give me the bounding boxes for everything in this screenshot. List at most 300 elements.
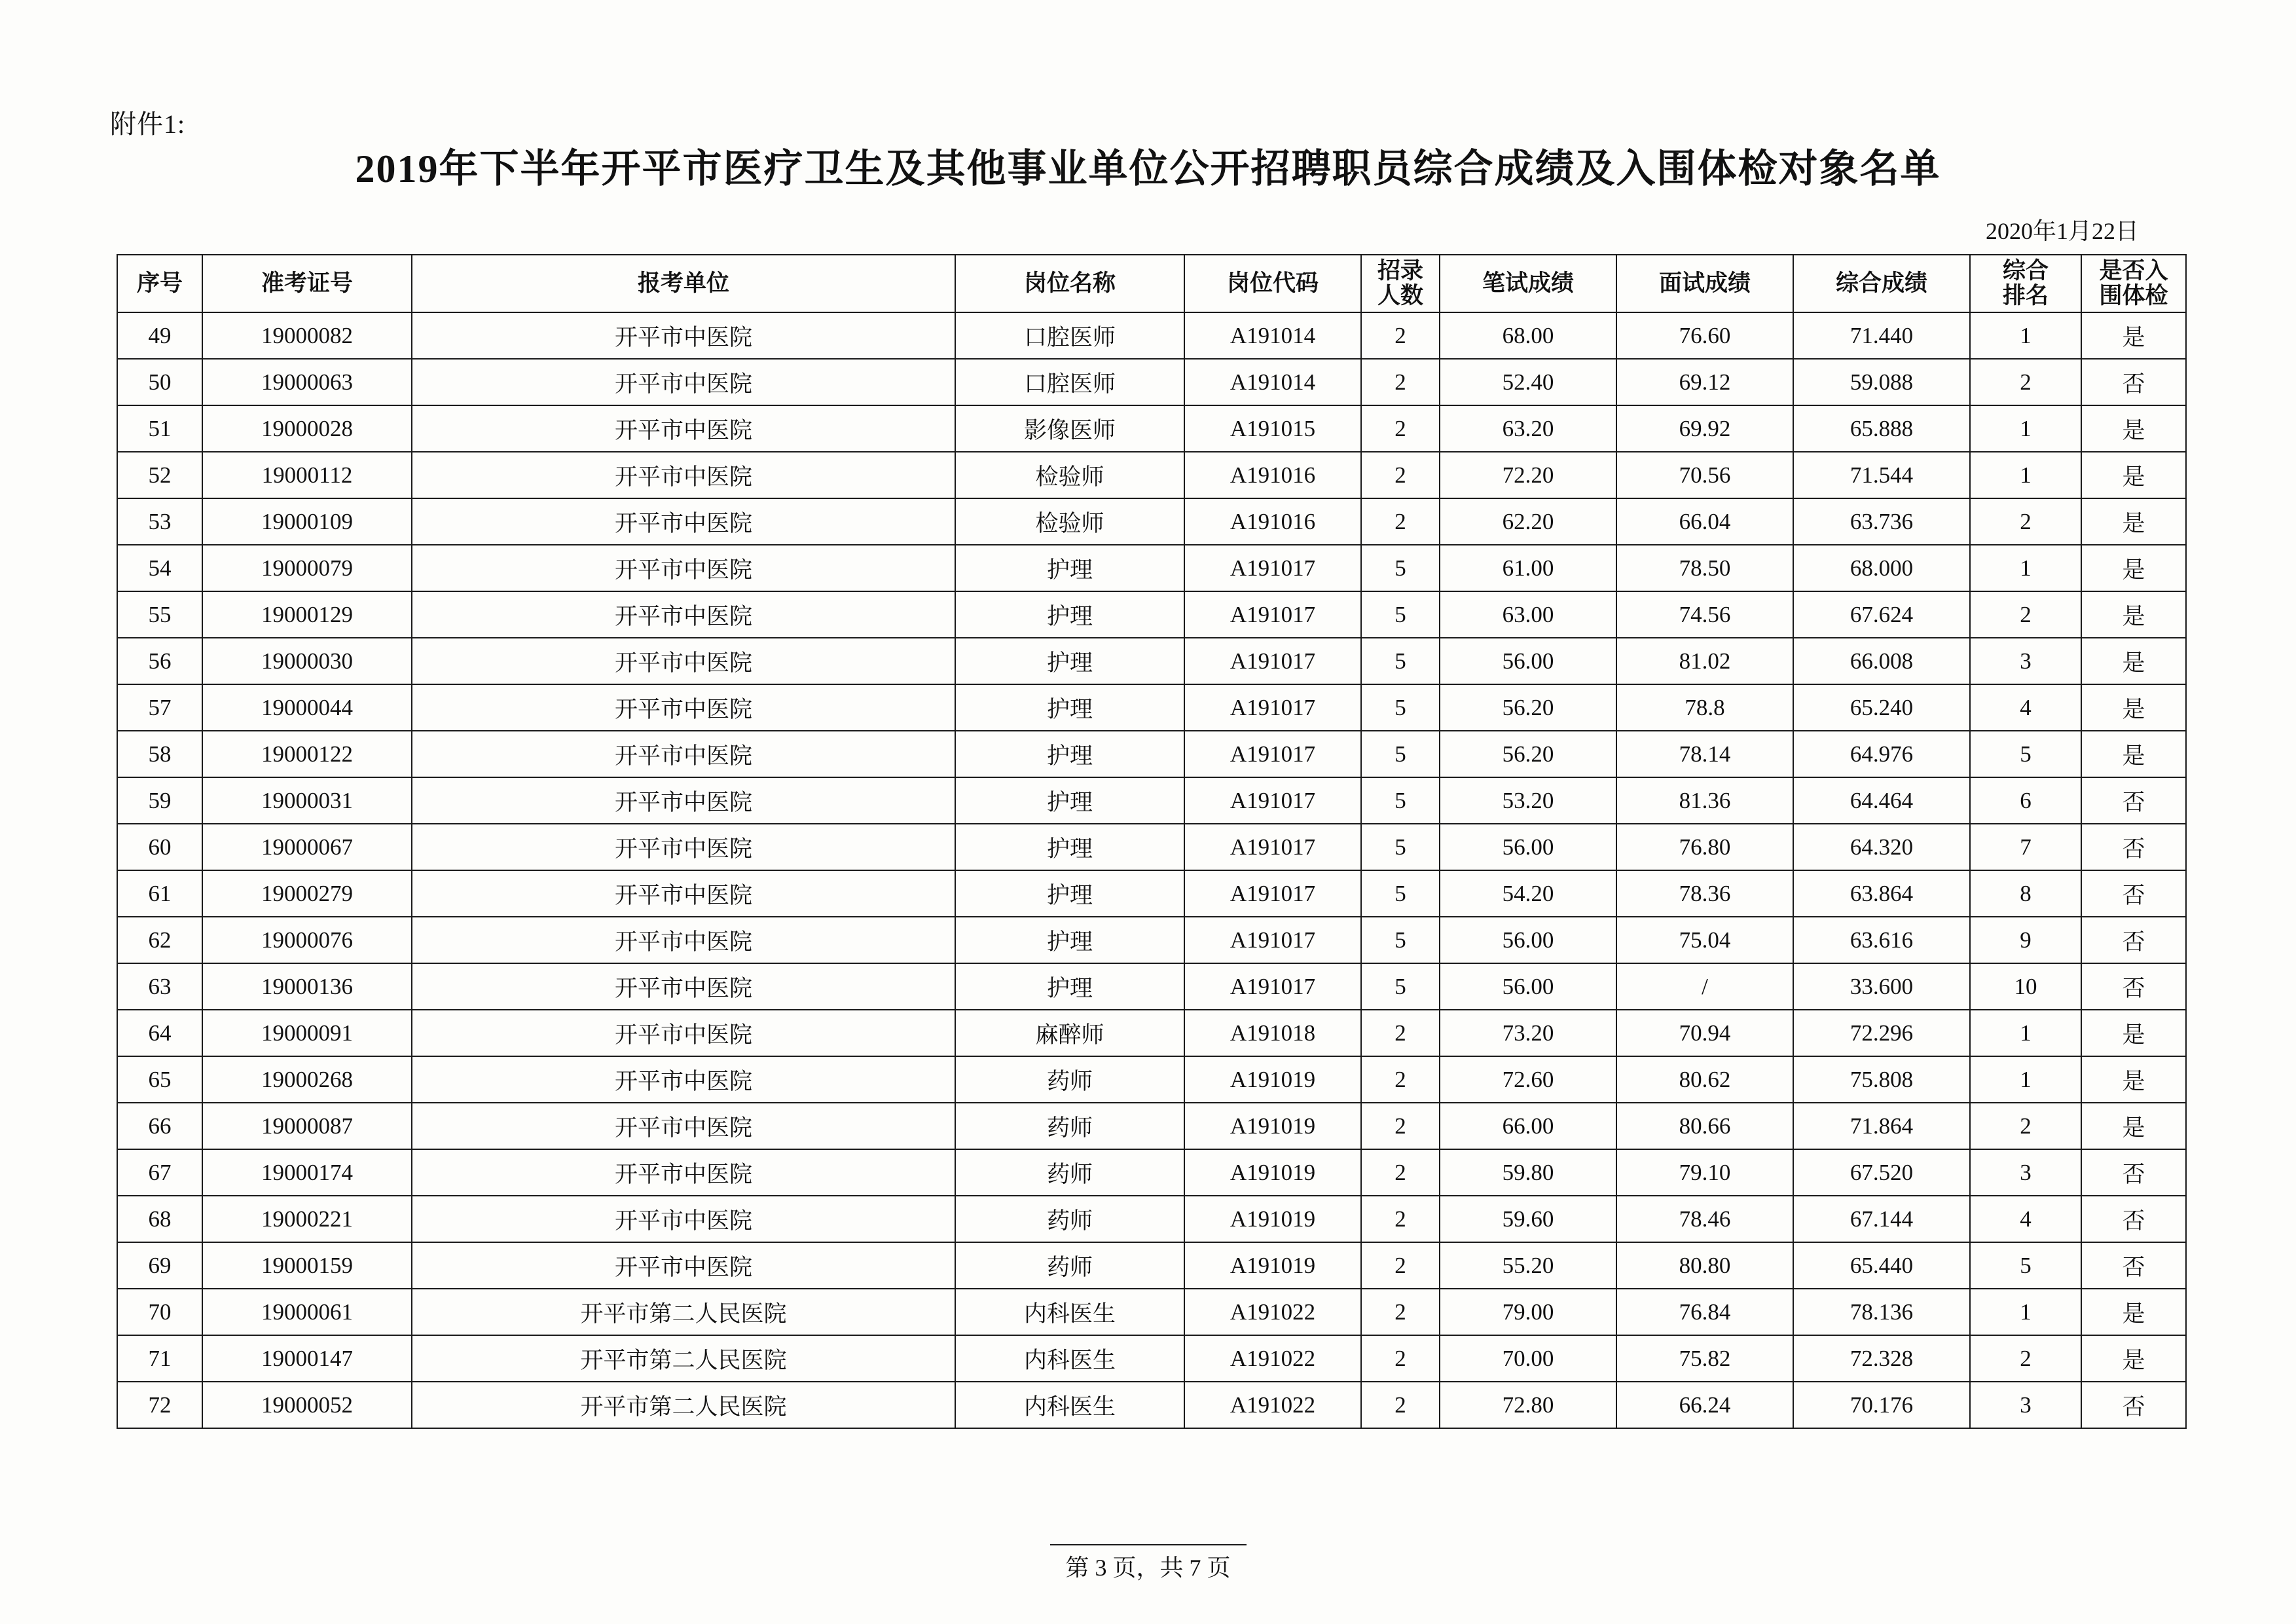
cell-unit: 开平市中医院 (412, 917, 955, 963)
cell-physical: 是 (2081, 1335, 2186, 1382)
table-row (117, 1196, 2186, 1242)
cell-code: A191014 (1184, 359, 1361, 405)
cell-seq: 53 (117, 498, 202, 545)
table-row (117, 731, 2186, 777)
cell-written: 68.00 (1440, 312, 1616, 359)
cell-written: 54.20 (1440, 870, 1616, 917)
cell-seq: 58 (117, 731, 202, 777)
cell-unit: 开平市中医院 (412, 1010, 955, 1056)
cell-total: 63.616 (1793, 917, 1970, 963)
cell-unit: 开平市中医院 (412, 638, 955, 684)
cell-rank: 2 (1970, 591, 2081, 638)
table-row (117, 1010, 2186, 1056)
table-row (117, 405, 2186, 452)
cell-post: 影像医师 (955, 405, 1184, 452)
cell-physical: 否 (2081, 870, 2186, 917)
results-table (117, 254, 2187, 1429)
cell-total: 67.144 (1793, 1196, 1970, 1242)
cell-seq: 51 (117, 405, 202, 452)
cell-written: 59.60 (1440, 1196, 1616, 1242)
cell-post: 药师 (955, 1103, 1184, 1149)
cell-rank: 2 (1970, 1335, 2081, 1382)
cell-interview: 66.24 (1616, 1382, 1793, 1428)
attachment-label: 附件1: (110, 109, 186, 139)
cell-total: 67.520 (1793, 1149, 1970, 1196)
cell-physical: 否 (2081, 1242, 2186, 1289)
table-body (117, 312, 2186, 1428)
cell-interview: 70.56 (1616, 452, 1793, 498)
cell-seq: 70 (117, 1289, 202, 1335)
header-post: 岗位名称 (955, 255, 1184, 312)
table-row (117, 591, 2186, 638)
cell-seq: 72 (117, 1382, 202, 1428)
cell-seq: 49 (117, 312, 202, 359)
cell-written: 62.20 (1440, 498, 1616, 545)
cell-rank: 2 (1970, 498, 2081, 545)
cell-ticket: 19000147 (202, 1335, 412, 1382)
cell-post: 护理 (955, 824, 1184, 870)
cell-code: A191018 (1184, 1010, 1361, 1056)
cell-unit: 开平市中医院 (412, 684, 955, 731)
cell-code: A191017 (1184, 777, 1361, 824)
cell-written: 56.20 (1440, 684, 1616, 731)
cell-written: 66.00 (1440, 1103, 1616, 1149)
cell-rank: 5 (1970, 731, 2081, 777)
cell-written: 56.00 (1440, 824, 1616, 870)
cell-unit: 开平市中医院 (412, 591, 955, 638)
cell-written: 73.20 (1440, 1010, 1616, 1056)
header-rank-line1: 综合 (2002, 258, 2049, 284)
cell-code: A191022 (1184, 1382, 1361, 1428)
cell-total: 72.328 (1793, 1335, 1970, 1382)
cell-code: A191017 (1184, 545, 1361, 591)
cell-interview: 66.04 (1616, 498, 1793, 545)
table-row (117, 1242, 2186, 1289)
table-row (117, 824, 2186, 870)
cell-rank: 1 (1970, 1056, 2081, 1103)
cell-ticket: 19000067 (202, 824, 412, 870)
cell-interview: 75.04 (1616, 917, 1793, 963)
cell-post: 护理 (955, 917, 1184, 963)
cell-written: 53.20 (1440, 777, 1616, 824)
cell-num: 2 (1361, 1196, 1440, 1242)
cell-physical: 是 (2081, 1056, 2186, 1103)
header-seq: 序号 (117, 255, 202, 312)
cell-rank: 3 (1970, 638, 2081, 684)
cell-rank: 3 (1970, 1382, 2081, 1428)
cell-post: 药师 (955, 1056, 1184, 1103)
cell-num: 2 (1361, 1149, 1440, 1196)
cell-physical: 是 (2081, 498, 2186, 545)
cell-code: A191016 (1184, 498, 1361, 545)
cell-written: 52.40 (1440, 359, 1616, 405)
cell-code: A191022 (1184, 1289, 1361, 1335)
cell-total: 64.976 (1793, 731, 1970, 777)
cell-rank: 3 (1970, 1149, 2081, 1196)
cell-unit: 开平市中医院 (412, 1103, 955, 1149)
cell-interview: 80.62 (1616, 1056, 1793, 1103)
cell-interview: 80.80 (1616, 1242, 1793, 1289)
cell-total: 66.008 (1793, 638, 1970, 684)
cell-physical: 否 (2081, 1382, 2186, 1428)
cell-unit: 开平市中医院 (412, 312, 955, 359)
cell-rank: 4 (1970, 684, 2081, 731)
cell-rank: 5 (1970, 1242, 2081, 1289)
cell-ticket: 19000063 (202, 359, 412, 405)
cell-post: 口腔医师 (955, 312, 1184, 359)
header-unit: 报考单位 (412, 255, 955, 312)
cell-total: 71.440 (1793, 312, 1970, 359)
cell-physical: 是 (2081, 638, 2186, 684)
page-title: 2019年下半年开平市医疗卫生及其他事业单位公开招聘职员综合成绩及入围体检对象名单 (355, 147, 1941, 191)
cell-rank: 1 (1970, 452, 2081, 498)
table-row (117, 359, 2186, 405)
cell-unit: 开平市中医院 (412, 1149, 955, 1196)
cell-unit: 开平市中医院 (412, 731, 955, 777)
header-rank (1970, 255, 2081, 312)
table-row (117, 498, 2186, 545)
cell-total: 63.864 (1793, 870, 1970, 917)
page-number: 第 3 页，共 7 页 (1050, 1544, 1247, 1583)
cell-seq: 67 (117, 1149, 202, 1196)
cell-rank: 1 (1970, 405, 2081, 452)
cell-rank: 2 (1970, 1103, 2081, 1149)
cell-total: 64.464 (1793, 777, 1970, 824)
cell-written: 79.00 (1440, 1289, 1616, 1335)
cell-physical: 否 (2081, 1196, 2186, 1242)
cell-written: 70.00 (1440, 1335, 1616, 1382)
cell-num: 2 (1361, 312, 1440, 359)
table-row (117, 1289, 2186, 1335)
document-date: 2020年1月22日 (1985, 218, 2139, 244)
cell-ticket: 19000122 (202, 731, 412, 777)
cell-interview: 76.60 (1616, 312, 1793, 359)
table-row (117, 917, 2186, 963)
cell-ticket: 19000082 (202, 312, 412, 359)
cell-interview: 81.36 (1616, 777, 1793, 824)
cell-num: 2 (1361, 452, 1440, 498)
header-code: 岗位代码 (1184, 255, 1361, 312)
cell-rank: 6 (1970, 777, 2081, 824)
cell-rank: 1 (1970, 1289, 2081, 1335)
cell-post: 药师 (955, 1149, 1184, 1196)
cell-total: 68.000 (1793, 545, 1970, 591)
cell-code: A191017 (1184, 731, 1361, 777)
cell-rank: 8 (1970, 870, 2081, 917)
cell-seq: 56 (117, 638, 202, 684)
cell-total: 65.240 (1793, 684, 1970, 731)
cell-num: 2 (1361, 1242, 1440, 1289)
cell-num: 5 (1361, 545, 1440, 591)
cell-seq: 59 (117, 777, 202, 824)
cell-written: 72.60 (1440, 1056, 1616, 1103)
cell-interview: / (1616, 963, 1793, 1010)
cell-seq: 63 (117, 963, 202, 1010)
cell-unit: 开平市第二人民医院 (412, 1382, 955, 1428)
cell-num: 2 (1361, 1289, 1440, 1335)
cell-ticket: 19000112 (202, 452, 412, 498)
cell-total: 71.544 (1793, 452, 1970, 498)
cell-physical: 是 (2081, 591, 2186, 638)
cell-ticket: 19000087 (202, 1103, 412, 1149)
cell-interview: 80.66 (1616, 1103, 1793, 1149)
header-num-line1: 招录 (1377, 258, 1423, 284)
cell-rank: 7 (1970, 824, 2081, 870)
cell-code: A191015 (1184, 405, 1361, 452)
cell-interview: 70.94 (1616, 1010, 1793, 1056)
cell-ticket: 19000052 (202, 1382, 412, 1428)
cell-physical: 否 (2081, 1149, 2186, 1196)
table-row (117, 1335, 2186, 1382)
cell-code: A191019 (1184, 1242, 1361, 1289)
table-row (117, 452, 2186, 498)
cell-ticket: 19000279 (202, 870, 412, 917)
cell-num: 2 (1361, 1056, 1440, 1103)
cell-physical: 否 (2081, 963, 2186, 1010)
cell-ticket: 19000268 (202, 1056, 412, 1103)
cell-rank: 1 (1970, 1010, 2081, 1056)
cell-unit: 开平市中医院 (412, 963, 955, 1010)
cell-ticket: 19000129 (202, 591, 412, 638)
cell-unit: 开平市中医院 (412, 405, 955, 452)
cell-unit: 开平市中医院 (412, 359, 955, 405)
cell-ticket: 19000028 (202, 405, 412, 452)
cell-unit: 开平市中医院 (412, 824, 955, 870)
cell-num: 5 (1361, 777, 1440, 824)
cell-written: 72.80 (1440, 1382, 1616, 1428)
cell-unit: 开平市中医院 (412, 777, 955, 824)
cell-unit: 开平市中医院 (412, 452, 955, 498)
cell-written: 56.00 (1440, 963, 1616, 1010)
header-num (1361, 255, 1440, 312)
header-ticket: 准考证号 (202, 255, 412, 312)
cell-post: 内科医生 (955, 1335, 1184, 1382)
cell-code: A191019 (1184, 1149, 1361, 1196)
cell-written: 63.20 (1440, 405, 1616, 452)
cell-post: 检验师 (955, 498, 1184, 545)
cell-written: 56.00 (1440, 638, 1616, 684)
cell-unit: 开平市中医院 (412, 870, 955, 917)
cell-num: 5 (1361, 870, 1440, 917)
header-num-line2: 人数 (1377, 283, 1423, 308)
cell-num: 5 (1361, 638, 1440, 684)
cell-interview: 74.56 (1616, 591, 1793, 638)
cell-interview: 78.46 (1616, 1196, 1793, 1242)
cell-seq: 65 (117, 1056, 202, 1103)
cell-interview: 78.36 (1616, 870, 1793, 917)
cell-interview: 78.14 (1616, 731, 1793, 777)
cell-post: 护理 (955, 731, 1184, 777)
cell-interview: 76.84 (1616, 1289, 1793, 1335)
cell-num: 2 (1361, 1010, 1440, 1056)
cell-physical: 是 (2081, 405, 2186, 452)
cell-total: 78.136 (1793, 1289, 1970, 1335)
cell-physical: 否 (2081, 824, 2186, 870)
cell-total: 63.736 (1793, 498, 1970, 545)
cell-ticket: 19000109 (202, 498, 412, 545)
cell-post: 内科医生 (955, 1382, 1184, 1428)
cell-physical: 否 (2081, 359, 2186, 405)
table-row (117, 312, 2186, 359)
cell-physical: 否 (2081, 917, 2186, 963)
cell-total: 65.440 (1793, 1242, 1970, 1289)
table-header-row (117, 255, 2186, 312)
cell-interview: 79.10 (1616, 1149, 1793, 1196)
cell-ticket: 19000044 (202, 684, 412, 731)
cell-interview: 69.92 (1616, 405, 1793, 452)
cell-total: 65.888 (1793, 405, 1970, 452)
cell-code: A191016 (1184, 452, 1361, 498)
cell-total: 33.600 (1793, 963, 1970, 1010)
cell-rank: 4 (1970, 1196, 2081, 1242)
header-written: 笔试成绩 (1440, 255, 1616, 312)
cell-seq: 57 (117, 684, 202, 731)
cell-unit: 开平市第二人民医院 (412, 1335, 955, 1382)
cell-code: A191019 (1184, 1103, 1361, 1149)
cell-code: A191019 (1184, 1056, 1361, 1103)
cell-interview: 69.12 (1616, 359, 1793, 405)
cell-post: 检验师 (955, 452, 1184, 498)
cell-ticket: 19000079 (202, 545, 412, 591)
cell-ticket: 19000031 (202, 777, 412, 824)
cell-seq: 52 (117, 452, 202, 498)
cell-total: 64.320 (1793, 824, 1970, 870)
header-physical (2081, 255, 2186, 312)
cell-post: 护理 (955, 870, 1184, 917)
cell-ticket: 19000061 (202, 1289, 412, 1335)
cell-interview: 76.80 (1616, 824, 1793, 870)
cell-rank: 1 (1970, 545, 2081, 591)
cell-num: 5 (1361, 917, 1440, 963)
cell-total: 59.088 (1793, 359, 1970, 405)
cell-seq: 62 (117, 917, 202, 963)
cell-total: 75.808 (1793, 1056, 1970, 1103)
cell-num: 2 (1361, 498, 1440, 545)
page-footer (0, 1544, 2296, 1583)
cell-seq: 61 (117, 870, 202, 917)
cell-physical: 是 (2081, 1289, 2186, 1335)
header-physical-line1: 是否入 (2099, 258, 2168, 284)
cell-rank: 1 (1970, 312, 2081, 359)
cell-num: 5 (1361, 591, 1440, 638)
cell-total: 71.864 (1793, 1103, 1970, 1149)
cell-total: 67.624 (1793, 591, 1970, 638)
cell-ticket: 19000221 (202, 1196, 412, 1242)
cell-post: 内科医生 (955, 1289, 1184, 1335)
cell-post: 护理 (955, 684, 1184, 731)
cell-ticket: 19000174 (202, 1149, 412, 1196)
cell-physical: 是 (2081, 312, 2186, 359)
cell-seq: 50 (117, 359, 202, 405)
cell-post: 药师 (955, 1196, 1184, 1242)
cell-seq: 68 (117, 1196, 202, 1242)
cell-rank: 9 (1970, 917, 2081, 963)
cell-code: A191017 (1184, 684, 1361, 731)
cell-written: 63.00 (1440, 591, 1616, 638)
cell-post: 护理 (955, 638, 1184, 684)
cell-num: 5 (1361, 731, 1440, 777)
cell-post: 口腔医师 (955, 359, 1184, 405)
cell-unit: 开平市中医院 (412, 1056, 955, 1103)
cell-physical: 是 (2081, 684, 2186, 731)
cell-num: 2 (1361, 359, 1440, 405)
cell-written: 56.20 (1440, 731, 1616, 777)
cell-written: 72.20 (1440, 452, 1616, 498)
cell-code: A191014 (1184, 312, 1361, 359)
table-row (117, 638, 2186, 684)
table-row (117, 1382, 2186, 1428)
header-rank-line2: 排名 (2002, 283, 2049, 308)
cell-post: 麻醉师 (955, 1010, 1184, 1056)
cell-num: 5 (1361, 824, 1440, 870)
cell-num: 2 (1361, 405, 1440, 452)
cell-physical: 是 (2081, 1010, 2186, 1056)
cell-unit: 开平市中医院 (412, 498, 955, 545)
cell-rank: 10 (1970, 963, 2081, 1010)
cell-seq: 64 (117, 1010, 202, 1056)
table-row (117, 777, 2186, 824)
table-row (117, 963, 2186, 1010)
cell-seq: 54 (117, 545, 202, 591)
cell-rank: 2 (1970, 359, 2081, 405)
cell-num: 2 (1361, 1335, 1440, 1382)
table-row (117, 545, 2186, 591)
cell-physical: 否 (2081, 777, 2186, 824)
cell-interview: 78.8 (1616, 684, 1793, 731)
table-row (117, 870, 2186, 917)
cell-written: 61.00 (1440, 545, 1616, 591)
cell-ticket: 19000030 (202, 638, 412, 684)
cell-code: A191017 (1184, 591, 1361, 638)
cell-physical: 是 (2081, 545, 2186, 591)
cell-code: A191017 (1184, 638, 1361, 684)
cell-unit: 开平市第二人民医院 (412, 1289, 955, 1335)
cell-post: 护理 (955, 963, 1184, 1010)
cell-code: A191017 (1184, 963, 1361, 1010)
cell-unit: 开平市中医院 (412, 545, 955, 591)
cell-physical: 是 (2081, 1103, 2186, 1149)
cell-seq: 66 (117, 1103, 202, 1149)
table-row (117, 1103, 2186, 1149)
cell-ticket: 19000136 (202, 963, 412, 1010)
cell-physical: 是 (2081, 452, 2186, 498)
cell-physical: 是 (2081, 731, 2186, 777)
cell-ticket: 19000076 (202, 917, 412, 963)
cell-code: A191022 (1184, 1335, 1361, 1382)
cell-written: 55.20 (1440, 1242, 1616, 1289)
cell-code: A191017 (1184, 917, 1361, 963)
table-row (117, 1056, 2186, 1103)
table-row (117, 684, 2186, 731)
cell-seq: 55 (117, 591, 202, 638)
cell-interview: 81.02 (1616, 638, 1793, 684)
cell-code: A191017 (1184, 824, 1361, 870)
cell-post: 护理 (955, 777, 1184, 824)
cell-seq: 69 (117, 1242, 202, 1289)
cell-interview: 75.82 (1616, 1335, 1793, 1382)
cell-total: 70.176 (1793, 1382, 1970, 1428)
cell-unit: 开平市中医院 (412, 1242, 955, 1289)
cell-code: A191019 (1184, 1196, 1361, 1242)
cell-num: 2 (1361, 1382, 1440, 1428)
cell-ticket: 19000091 (202, 1010, 412, 1056)
header-interview: 面试成绩 (1616, 255, 1793, 312)
cell-total: 72.296 (1793, 1010, 1970, 1056)
cell-seq: 71 (117, 1335, 202, 1382)
header-physical-line2: 围体检 (2099, 283, 2168, 308)
cell-unit: 开平市中医院 (412, 1196, 955, 1242)
cell-num: 2 (1361, 1103, 1440, 1149)
